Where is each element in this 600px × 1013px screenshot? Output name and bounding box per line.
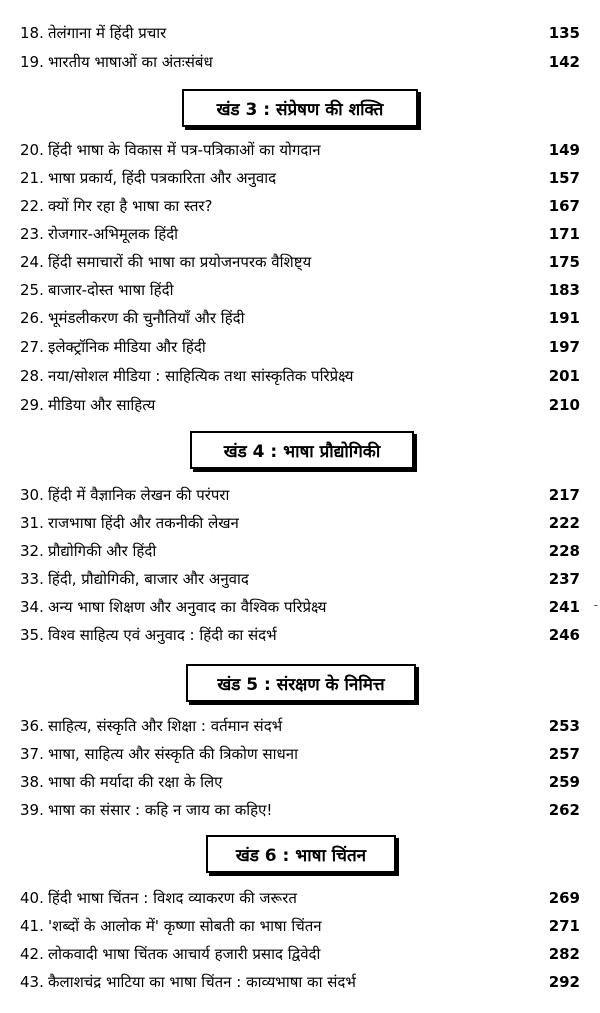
entry-title: भाषा, साहित्य और संस्कृति की त्रिकोण साधना bbox=[48, 745, 298, 763]
entry-page: 210 bbox=[548, 396, 580, 414]
entry-title: इलेक्ट्रॉनिक मीडिया और हिंदी bbox=[48, 338, 206, 356]
entry-title: प्रौद्योगिकी और हिंदी bbox=[48, 542, 157, 560]
entry-page: 228 bbox=[548, 542, 580, 560]
entry-number: 40. bbox=[20, 889, 44, 907]
entry-title: भाषा प्रकार्य, हिंदी पत्रकारिता और अनुवाद bbox=[48, 169, 277, 187]
entry-page: 282 bbox=[548, 945, 580, 963]
section-heading-label: खंड 4 : भाषा प्रौद्योगिकी bbox=[223, 441, 381, 462]
entry-page: 142 bbox=[548, 53, 580, 71]
toc-entry bbox=[20, 337, 580, 357]
toc-entry bbox=[20, 224, 580, 244]
entry-number: 32. bbox=[20, 542, 44, 560]
entry-page: 262 bbox=[548, 801, 580, 819]
toc-entry bbox=[20, 716, 580, 736]
entry-page: 217 bbox=[548, 486, 580, 504]
entry-title: लोकवादी भाषा चिंतक आचार्य हजारी प्रसाद द्विवेदी bbox=[48, 945, 321, 963]
toc-entry bbox=[20, 772, 580, 792]
section-heading-label: खंड 3 : संप्रेषण की शक्ति bbox=[216, 99, 384, 120]
toc-entry bbox=[20, 252, 580, 272]
entry-title: क्यों गिर रहा है भाषा का स्तर? bbox=[48, 197, 213, 215]
entry-number: 18. bbox=[20, 24, 44, 42]
section-heading-label: खंड 6 : भाषा चिंतन bbox=[235, 845, 367, 866]
entry-page: 292 bbox=[548, 973, 580, 991]
entry-number: 39. bbox=[20, 801, 44, 819]
entry-page: 175 bbox=[548, 253, 580, 271]
entry-number: 43. bbox=[20, 973, 44, 991]
entry-page: 191 bbox=[548, 309, 580, 327]
entry-number: 33. bbox=[20, 570, 44, 588]
entry-number: 35. bbox=[20, 626, 44, 644]
entry-number: 30. bbox=[20, 486, 44, 504]
toc-entry bbox=[20, 23, 580, 43]
entry-number: 25. bbox=[20, 281, 44, 299]
entry-number: 36. bbox=[20, 717, 44, 735]
entry-page: 257 bbox=[548, 745, 580, 763]
toc-entry bbox=[20, 888, 580, 908]
toc-entry bbox=[20, 513, 580, 533]
entry-title: तेलंगाना में हिंदी प्रचार bbox=[48, 24, 167, 42]
entry-number: 34. bbox=[20, 598, 44, 616]
entry-page: 167 bbox=[548, 197, 580, 215]
entry-title: हिंदी भाषा चिंतन : विशद व्याकरण की जरूरत bbox=[48, 889, 297, 907]
entry-number: 24. bbox=[20, 253, 44, 271]
entry-number: 37. bbox=[20, 745, 44, 763]
entry-page: 197 bbox=[548, 338, 580, 356]
toc-entry bbox=[20, 944, 580, 964]
toc-entry bbox=[20, 395, 580, 415]
entry-title: भाषा का संसार : कहि न जाय का कहिए! bbox=[48, 801, 273, 819]
entry-number: 20. bbox=[20, 141, 44, 159]
toc-entry bbox=[20, 569, 580, 589]
entry-title: 'शब्दों के आलोक में' कृष्णा सोबती का भाषा चिंतन bbox=[48, 917, 322, 935]
toc-entry bbox=[20, 52, 580, 72]
entry-number: 21. bbox=[20, 169, 44, 187]
toc-entry bbox=[20, 597, 580, 617]
entry-number: 29. bbox=[20, 396, 44, 414]
entry-page: 241 bbox=[548, 598, 580, 616]
toc-entry bbox=[20, 916, 580, 936]
entry-title: कैलाशचंद्र भाटिया का भाषा चिंतन : काव्यभाषा का संदर्भ bbox=[48, 973, 356, 991]
section-heading-6 bbox=[206, 835, 396, 873]
entry-number: 31. bbox=[20, 514, 44, 532]
entry-title: विश्व साहित्य एवं अनुवाद : हिंदी का संदर्भ bbox=[48, 626, 277, 644]
section-heading-label: खंड 5 : संरक्षण के निमित्त bbox=[217, 674, 385, 695]
entry-title: हिंदी भाषा के विकास में पत्र-पत्रिकाओं का योगदान bbox=[48, 141, 321, 159]
toc-entry bbox=[20, 972, 580, 992]
entry-page: 149 bbox=[548, 141, 580, 159]
scan-mark: - bbox=[593, 598, 598, 612]
entry-title: भाषा की मर्यादा की रक्षा के लिए bbox=[48, 773, 223, 791]
entry-number: 38. bbox=[20, 773, 44, 791]
toc-entry bbox=[20, 366, 580, 386]
entry-page: 183 bbox=[548, 281, 580, 299]
entry-page: 253 bbox=[548, 717, 580, 735]
entry-title: नया/सोशल मीडिया : साहित्यिक तथा सांस्कृतिक परिप्रेक्ष्य bbox=[48, 367, 354, 385]
entry-title: राजभाषा हिंदी और तकनीकी लेखन bbox=[48, 514, 239, 532]
entry-page: 171 bbox=[548, 225, 580, 243]
section-heading-5 bbox=[186, 664, 416, 702]
toc-entry bbox=[20, 800, 580, 820]
entry-number: 22. bbox=[20, 197, 44, 215]
entry-number: 42. bbox=[20, 945, 44, 963]
entry-number: 19. bbox=[20, 53, 44, 71]
entry-page: 259 bbox=[548, 773, 580, 791]
section-heading-4 bbox=[190, 431, 414, 469]
entry-title: रोजगार-अभिमूलक हिंदी bbox=[48, 225, 179, 243]
toc-entry bbox=[20, 485, 580, 505]
entry-page: 222 bbox=[548, 514, 580, 532]
entry-title: साहित्य, संस्कृति और शिक्षा : वर्तमान संदर्भ bbox=[48, 717, 283, 735]
entry-page: 269 bbox=[548, 889, 580, 907]
toc-entry bbox=[20, 168, 580, 188]
toc-entry bbox=[20, 280, 580, 300]
entry-title: हिंदी में वैज्ञानिक लेखन की परंपरा bbox=[48, 486, 230, 504]
toc-entry bbox=[20, 541, 580, 561]
section-heading-3 bbox=[182, 89, 418, 127]
entry-number: 27. bbox=[20, 338, 44, 356]
entry-number: 26. bbox=[20, 309, 44, 327]
toc-entry bbox=[20, 625, 580, 645]
toc-entry bbox=[20, 140, 580, 160]
entry-page: 157 bbox=[548, 169, 580, 187]
entry-title: भूमंडलीकरण की चुनौतियाँ और हिंदी bbox=[48, 309, 245, 327]
toc-entry bbox=[20, 308, 580, 328]
entry-page: 271 bbox=[548, 917, 580, 935]
entry-number: 41. bbox=[20, 917, 44, 935]
entry-page: 201 bbox=[548, 367, 580, 385]
entry-number: 28. bbox=[20, 367, 44, 385]
entry-title: भारतीय भाषाओं का अंतःसंबंध bbox=[48, 53, 213, 71]
entry-title: बाजार-दोस्त भाषा हिंदी bbox=[48, 281, 174, 299]
toc-entry bbox=[20, 196, 580, 216]
entry-title: हिंदी, प्रौद्योगिकी, बाजार और अनुवाद bbox=[48, 570, 249, 588]
entry-page: 237 bbox=[548, 570, 580, 588]
toc-entry bbox=[20, 744, 580, 764]
entry-number: 23. bbox=[20, 225, 44, 243]
entry-page: 135 bbox=[548, 24, 580, 42]
entry-page: 246 bbox=[548, 626, 580, 644]
entry-title: अन्य भाषा शिक्षण और अनुवाद का वैश्विक परिप्रेक्ष्य bbox=[48, 598, 327, 616]
entry-title: मीडिया और साहित्य bbox=[48, 396, 156, 414]
entry-title: हिंदी समाचारों की भाषा का प्रयोजनपरक वैशिष्ट्य bbox=[48, 253, 312, 271]
